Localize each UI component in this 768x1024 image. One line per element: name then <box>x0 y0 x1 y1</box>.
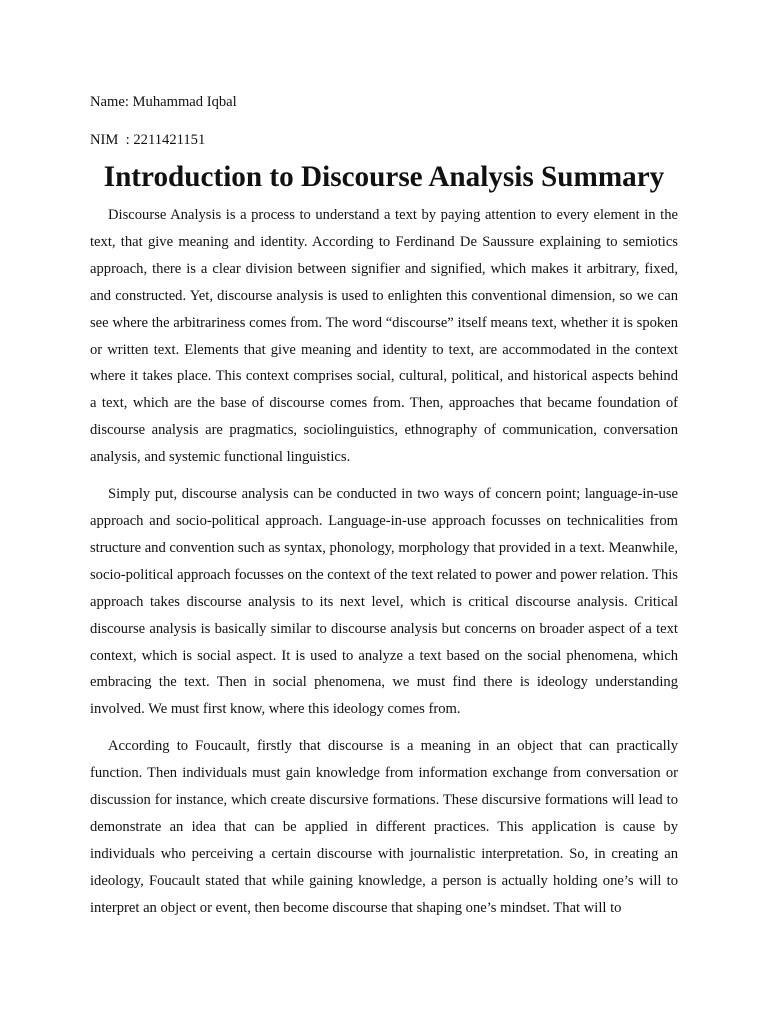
paragraph-2: Simply put, discourse analysis can be conducted in two ways of concern point; language-in-use approach and socio-political approach. Language-in-use approach focusses on technicalities from structure and convention such as syntax, phonology, morphology that provided in a text. Meanwhile, socio-political approach focusses on the context of the text related to power and power relation. This approach takes discourse analysis to its next level, which is critical discourse analysis. Critical discourse analysis is basically similar to discourse analysis but concerns on broader aspect of a text context, which is social aspect. It is used to analyze a text based on the social phenomena, which embracing the text. Then in social phenomena, we must find there is ideology understanding involved. We must first know, where this ideology comes from. <box>90 486 678 718</box>
student-id-line: NIM : 2211421151 <box>90 132 206 148</box>
author-name-line: Name: Muhammad Iqbal <box>90 94 237 110</box>
document-title: Introduction to Discourse Analysis Summary <box>103 161 665 193</box>
paragraph-3: According to Foucault, firstly that discourse is a meaning in an object that can practically function. Then individuals must gain knowledge from information exchange from conversation or discussion for instance, which create discursive formations. These discursive formations will lead to demonstrate an idea that can be applied in different practices. This application is cause by individuals who perceiving a certain discourse with journalistic interpretation. So, in creating an ideology, Foucault stated that while gaining knowledge, a person is actually holding one’s will to interpret an object or event, then become discourse that shaping one’s mindset. That will to <box>90 738 678 916</box>
paragraph-1: Discourse Analysis is a process to understand a text by paying attention to every element in the text, that give meaning and identity. According to Ferdinand De Saussure explaining to semiotics approach, there is a clear division between signifier and signified, which makes it arbitrary, fixed, and constructed. Yet, discourse analysis is used to enlighten this conventional dimension, so we can see where the arbitrariness comes from. The word “discourse” itself means text, whether it is spoken or written text. Elements that give meaning and identity to text, are accommodated in the context where it takes place. This context comprises social, cultural, political, and historical aspects behind a text, which are the base of discourse comes from. Then, approaches that became foundation of discourse analysis are pragmatics, sociolinguistics, ethnography of communication, conversation analysis, and systemic functional linguistics. <box>90 207 678 466</box>
document-body <box>90 202 678 932</box>
